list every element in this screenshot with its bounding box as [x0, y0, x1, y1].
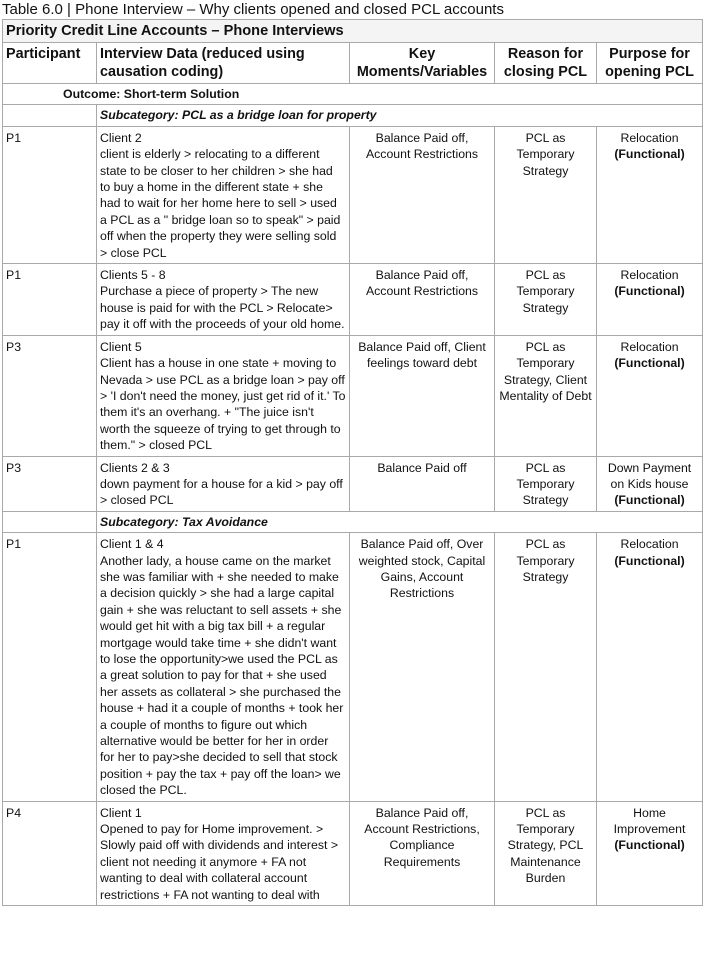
purpose-label: Home Improvement — [613, 805, 686, 837]
table-title: Priority Credit Line Accounts – Phone Interviews — [3, 20, 703, 43]
interview-text: Opened to pay for Home improvement. > Slowly paid off with dividends and interest > client not needing it anymore + FA not wanting to deal with collateral account restrictions + FA not wanting to deal with — [100, 822, 338, 902]
header-key-moments: Key Moments/Variables — [350, 43, 495, 84]
participant-cell: P1 — [3, 126, 97, 263]
interview-cell — [97, 456, 350, 511]
key-moments-cell: Balance Paid off, Account Restrictions — [350, 126, 495, 263]
subcategory-label: Subcategory: PCL as a bridge loan for property — [97, 105, 703, 126]
outcome-row — [3, 84, 703, 105]
purpose-label: Relocation — [620, 268, 679, 283]
client-label: Client 1 & 4 — [100, 537, 164, 552]
participant-cell: P4 — [3, 801, 97, 905]
table-row — [3, 533, 703, 802]
reason-cell: PCL as Temporary Strategy — [495, 533, 597, 802]
table-row — [3, 335, 703, 456]
interview-cell — [97, 801, 350, 905]
client-label: Clients 5 - 8 — [100, 268, 166, 283]
purpose-label: Relocation — [620, 537, 679, 552]
table-caption: Table 6.0 | Phone Interview – Why clients opened and closed PCL accounts — [2, 1, 504, 18]
purpose-cell — [597, 801, 703, 905]
participant-cell: P1 — [3, 533, 97, 802]
participant-cell: P1 — [3, 264, 97, 336]
key-moments-cell: Balance Paid off, Account Restrictions — [350, 264, 495, 336]
key-moments-cell: Balance Paid off, Client feelings toward debt — [350, 335, 495, 456]
purpose-type: (Functional) — [614, 553, 685, 568]
interview-text: Another lady, a house came on the market she was familiar with + she needed to make a decision quickly > she had a large capital gain + she was reluctant to sell assets + she would get hit with a big tax bill + a regular mortgage would take time + she didn't want to lose the opportunity>we used the PCL as a great solution to pay for that + she used her assets as collateral > she purchased the house + had it a couple of months + took her a couple of months to figure out which alternative would be better for her in order for her to pay>she decided to sell that stock position + pay the tax + pay off the loan> we closed the PCL. — [100, 553, 344, 798]
reason-cell: PCL as Temporary Strategy, PCL Maintenance Burden — [495, 801, 597, 905]
key-moments-cell: Balance Paid off, Account Restrictions, Compliance Requirements — [350, 801, 495, 905]
purpose-type: (Functional) — [614, 838, 685, 853]
interview-cell — [97, 533, 350, 802]
purpose-cell — [597, 264, 703, 336]
reason-cell: PCL as Temporary Strategy — [495, 456, 597, 511]
purpose-cell — [597, 335, 703, 456]
key-moments-cell: Balance Paid off — [350, 456, 495, 511]
interview-cell — [97, 264, 350, 336]
reason-cell: PCL as Temporary Strategy — [495, 264, 597, 336]
header-participant: Participant — [3, 43, 97, 84]
outcome-label: Outcome: Short-term Solution — [63, 87, 240, 101]
header-row — [3, 43, 703, 84]
reason-cell: PCL as Temporary Strategy — [495, 126, 597, 263]
interview-cell — [97, 335, 350, 456]
purpose-type: (Functional) — [614, 356, 685, 371]
key-moments-cell: Balance Paid off, Over weighted stock, Capital Gains, Account Restrictions — [350, 533, 495, 802]
client-label: Client 5 — [100, 339, 142, 354]
purpose-type: (Functional) — [614, 493, 685, 508]
reason-cell: PCL as Temporary Strategy, Client Mentality of Debt — [495, 335, 597, 456]
client-label: Clients 2 & 3 — [100, 460, 170, 475]
table-row — [3, 126, 703, 263]
interview-cell — [97, 126, 350, 263]
participant-cell: P3 — [3, 335, 97, 456]
purpose-label: Down Payment on Kids house — [607, 460, 692, 491]
interview-text: down payment for a house for a kid > pay off > closed PCL — [100, 476, 343, 508]
purpose-cell — [597, 456, 703, 511]
subcategory-row — [3, 511, 703, 532]
participant-cell: P3 — [3, 456, 97, 511]
purpose-cell — [597, 533, 703, 802]
table-row — [3, 456, 703, 511]
header-reason-closing: Reason for closing PCL — [495, 43, 597, 84]
interview-text: client is elderly > relocating to a different state to be closer to her children > she had to buy a home in the different state + she had to wait for her home here to sell > used a PCL as a " bridge loan so to speak" > paid off when the property they were selling sold > close PCL — [100, 147, 341, 260]
table-row — [3, 801, 703, 905]
subcategory-label: Subcategory: Tax Avoidance — [97, 511, 703, 532]
client-label: Client 1 — [100, 805, 142, 820]
interview-text: Client has a house in one state + moving to Nevada > use PCL as a bridge loan > pay off > 'I don't need the money, just get rid of it.' To them it's an overhang. + "The juice isn't worth the squeeze of trying to get through to them." > closed PCL — [100, 356, 346, 453]
client-label: Client 2 — [100, 130, 142, 145]
purpose-type: (Functional) — [614, 284, 685, 299]
header-purpose-opening: Purpose for opening PCL — [597, 43, 703, 84]
subcategory-row — [3, 105, 703, 126]
purpose-cell — [597, 126, 703, 263]
interview-table — [2, 19, 703, 906]
purpose-label: Relocation — [620, 339, 679, 354]
table-row — [3, 264, 703, 336]
purpose-label: Relocation — [620, 130, 679, 145]
interview-text: Purchase a piece of property > The new house is paid for with the PCL > Relocate> pay it off with the proceeds of your old home. — [100, 284, 345, 332]
table-title-row — [3, 20, 703, 43]
header-interview-data: Interview Data (reduced using causation coding) — [97, 43, 350, 84]
purpose-type: (Functional) — [614, 147, 685, 162]
